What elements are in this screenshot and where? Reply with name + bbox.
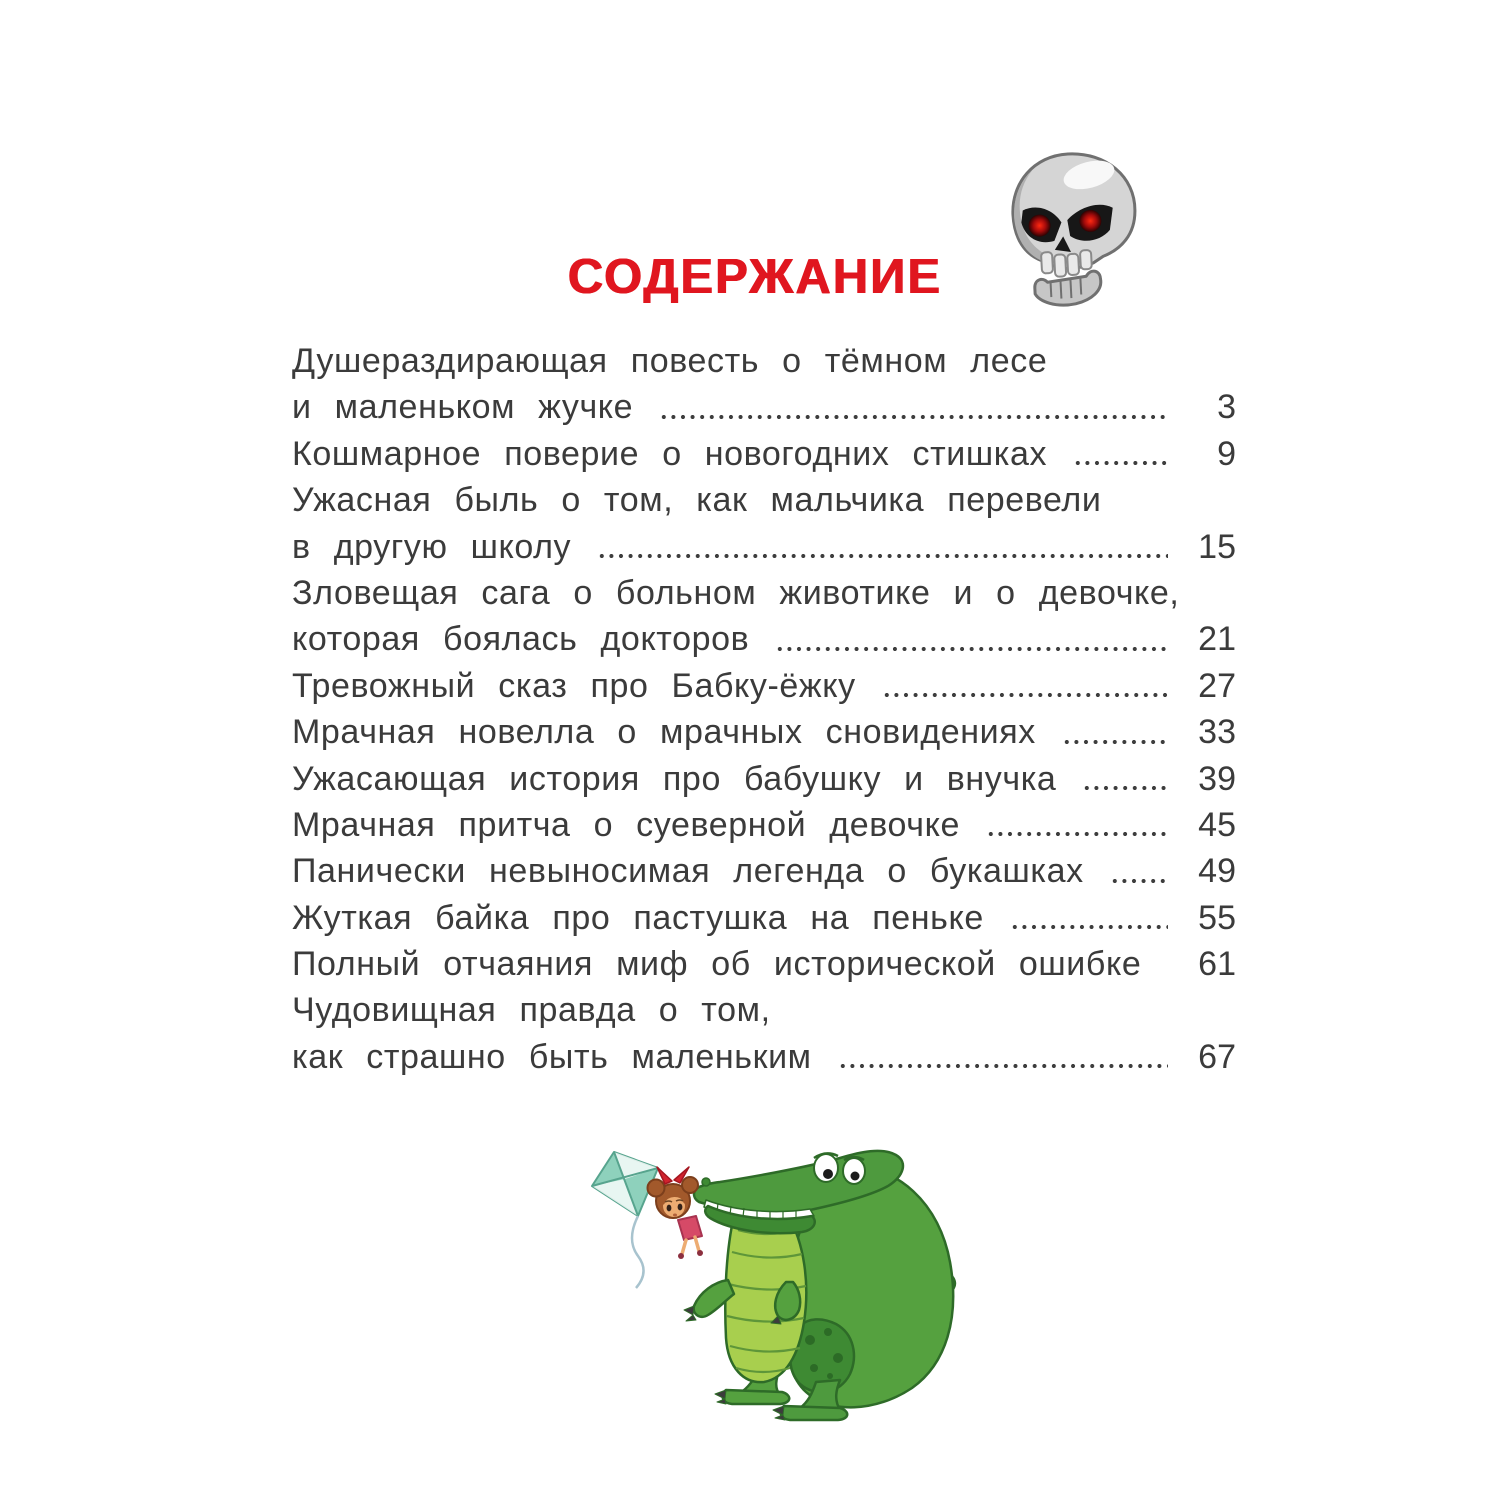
toc-entry-title: Мрачная притча о суеверной девочке [292, 805, 960, 844]
crocodile-illustration [578, 1122, 1008, 1470]
toc-entry-title: Душераздирающая повесть о тёмном лесе [292, 342, 1048, 380]
toc-entry-line [292, 941, 1236, 987]
toc-entry-title: в другую школу [292, 527, 572, 566]
dot-leader [882, 663, 1168, 709]
dot-leader [1062, 709, 1168, 755]
dot-leader [659, 384, 1168, 430]
toc-entry-line [292, 663, 1236, 709]
toc-entry-line [292, 848, 1236, 894]
toc-entry-line [292, 338, 1236, 384]
dot-leader [838, 1034, 1168, 1080]
dot-leader [1073, 431, 1168, 477]
toc-page-number: 67 [1198, 1037, 1236, 1076]
table-of-contents [292, 338, 1236, 1080]
toc-entry-title: Мрачная новелла о мрачных сновидениях [292, 713, 1036, 752]
toc-entry-title: Кошмарное поверие о новогодних стишках [292, 434, 1048, 473]
toc-entry-title: Ужасающая история про бабушку и внучка [292, 759, 1057, 798]
toc-entry-line [292, 1034, 1236, 1080]
toc-entry-title: Зловещая сага о больном животике и о девочке, [292, 573, 1180, 612]
toc-entry-title: Панически невыносимая легенда о букашках [292, 852, 1084, 891]
toc-page-number: 3 [1217, 388, 1236, 427]
toc-page-number: 39 [1198, 759, 1236, 798]
crocodile-girl-kite-icon [578, 1122, 1008, 1470]
toc-page-number: 21 [1198, 620, 1236, 659]
dot-leader [1167, 941, 1168, 987]
toc-entry-title: Тревожный сказ про Бабку-ёжку [292, 666, 856, 705]
skull-icon [986, 144, 1155, 322]
toc-page-number: 49 [1198, 852, 1236, 891]
toc-entry-title: как страшно быть маленьким [292, 1037, 812, 1076]
toc-entry-line [292, 477, 1236, 523]
dot-leader [1082, 756, 1168, 802]
page-title: СОДЕРЖАНИЕ [567, 249, 943, 304]
toc-entry-line [292, 895, 1236, 941]
toc-entry-title: Чудовищная правда о том, [292, 991, 771, 1030]
toc-page-number: 15 [1198, 527, 1236, 566]
skull-illustration [986, 144, 1155, 322]
toc-page-number: 33 [1198, 713, 1236, 752]
dot-leader [597, 524, 1168, 570]
dot-leader [1010, 895, 1168, 941]
toc-entry-line [292, 709, 1236, 755]
toc-page-number: 27 [1198, 666, 1236, 705]
toc-entry-line [292, 616, 1236, 662]
toc-entry-line [292, 756, 1236, 802]
dot-leader [1110, 848, 1168, 894]
toc-entry-line [292, 431, 1236, 477]
toc-entry-line [292, 524, 1236, 570]
toc-entry-line [292, 570, 1236, 616]
toc-page-number: 55 [1198, 898, 1236, 937]
dot-leader [986, 802, 1168, 848]
toc-page-number: 61 [1198, 945, 1236, 984]
toc-entry-line [292, 987, 1236, 1033]
toc-entry-line [292, 802, 1236, 848]
toc-page-number: 45 [1198, 805, 1236, 844]
toc-entry-title: Полный отчаяния миф об исторической ошибке [292, 945, 1142, 984]
toc-entry-title: Ужасная быль о том, как мальчика перевели [292, 481, 1102, 520]
toc-entry-title: которая боялась докторов [292, 620, 750, 659]
toc-page-number: 9 [1217, 434, 1236, 473]
toc-entry-line [292, 384, 1236, 430]
toc-entry-title: Жуткая байка про пастушка на пеньке [292, 898, 984, 937]
toc-entry-title: и маленьком жучке [292, 388, 634, 427]
dot-leader [775, 616, 1168, 662]
